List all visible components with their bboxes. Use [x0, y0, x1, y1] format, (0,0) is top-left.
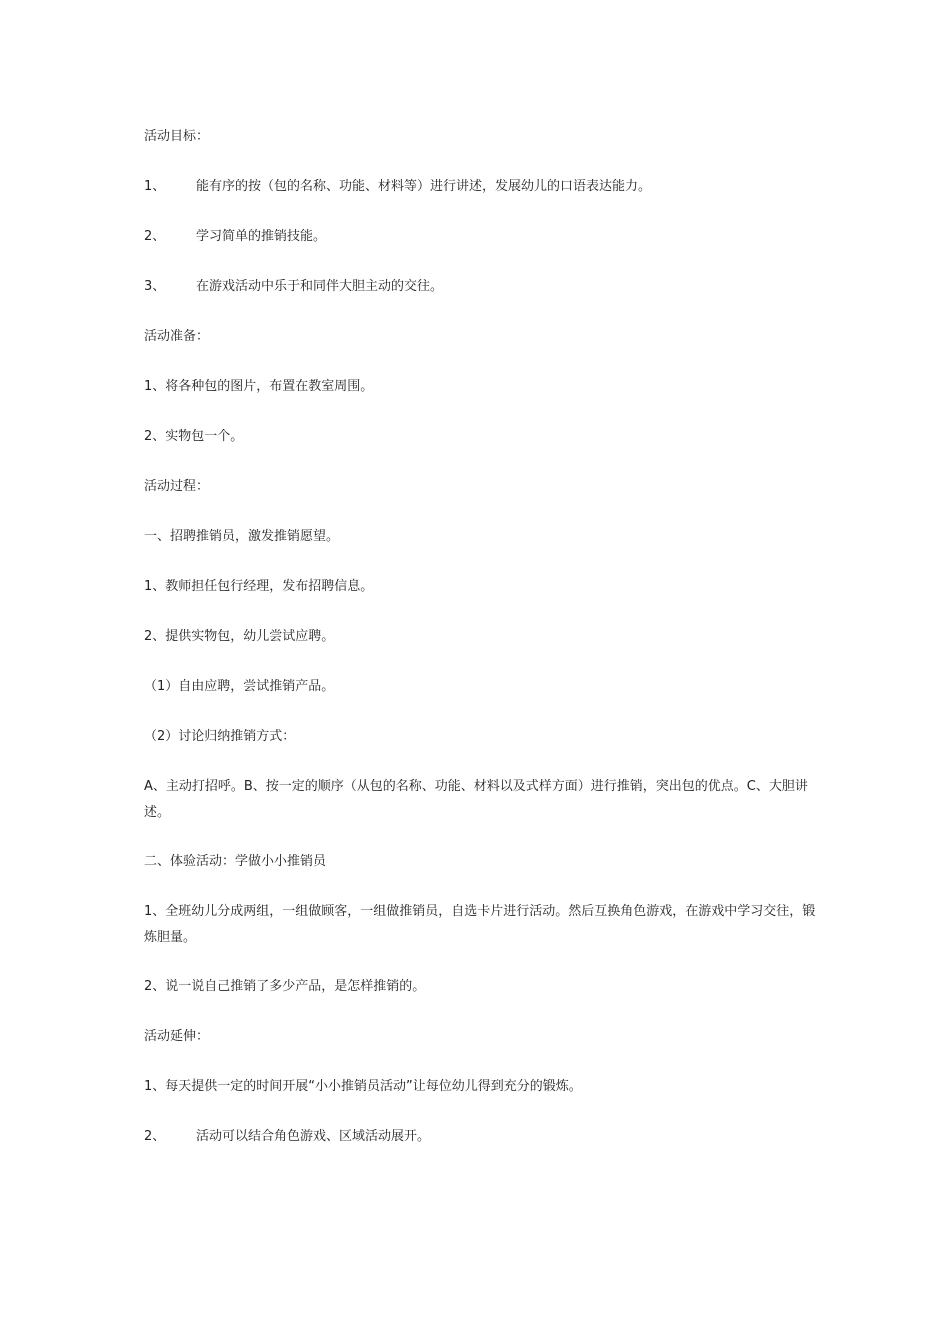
- goal-text: 能有序的按（包的名称、功能、材料等）进行讲述，发展幼儿的口语表达能力。: [196, 179, 652, 194]
- goal-number: 2、: [144, 229, 166, 244]
- goal-text: 学习简单的推销技能。: [196, 229, 327, 244]
- part1-item: 1、教师担任包行经理，发布招聘信息。: [144, 579, 374, 594]
- process-heading: 活动过程：: [144, 479, 210, 494]
- part1-heading: 一、招聘推销员，激发推销愿望。: [144, 529, 340, 544]
- goal-item: [144, 174, 824, 200]
- ext-text: 活动可以结合角色游戏、区域活动展开。: [196, 1129, 431, 1144]
- goal-item: [144, 274, 824, 300]
- document-body: [144, 124, 824, 1174]
- goal-item: [144, 224, 824, 250]
- prep-item: 1、将各种包的图片，布置在教室周围。: [144, 379, 374, 394]
- part1-item: （2）讨论归纳推销方式：: [144, 729, 296, 744]
- goal-number: 1、: [144, 179, 166, 194]
- goal-text: 在游戏活动中乐于和同伴大胆主动的交往。: [196, 279, 444, 294]
- prep-item: 2、实物包一个。: [144, 429, 244, 444]
- part1-item: （1）自由应聘，尝试推销产品。: [144, 679, 335, 694]
- part1-item: A、主动打招呼。B、按一定的顺序（从包的名称、功能、材料以及式样方面）进行推销，突出包的优点。C、大胆讲述。: [144, 779, 808, 820]
- part1-item: 2、提供实物包，幼儿尝试应聘。: [144, 629, 335, 644]
- ext-item: [144, 1124, 824, 1150]
- goal-number: 3、: [144, 279, 166, 294]
- part2-heading: 二、体验活动：学做小小推销员: [144, 854, 327, 869]
- part2-item: 2、说一说自己推销了多少产品，是怎样推销的。: [144, 979, 426, 994]
- part2-item: 1、全班幼儿分成两组，一组做顾客，一组做推销员，自选卡片进行活动。然后互换角色游戏，在游戏中学习交往，锻炼胆量。: [144, 904, 816, 945]
- ext-item: 1、每天提供一定的时间开展“小小推销员活动”让每位幼儿得到充分的锻炼。: [144, 1079, 582, 1094]
- ext-heading: 活动延伸：: [144, 1029, 210, 1044]
- ext-number: 2、: [144, 1129, 166, 1144]
- prep-heading: 活动准备：: [144, 329, 210, 344]
- goal-heading: 活动目标：: [144, 129, 210, 144]
